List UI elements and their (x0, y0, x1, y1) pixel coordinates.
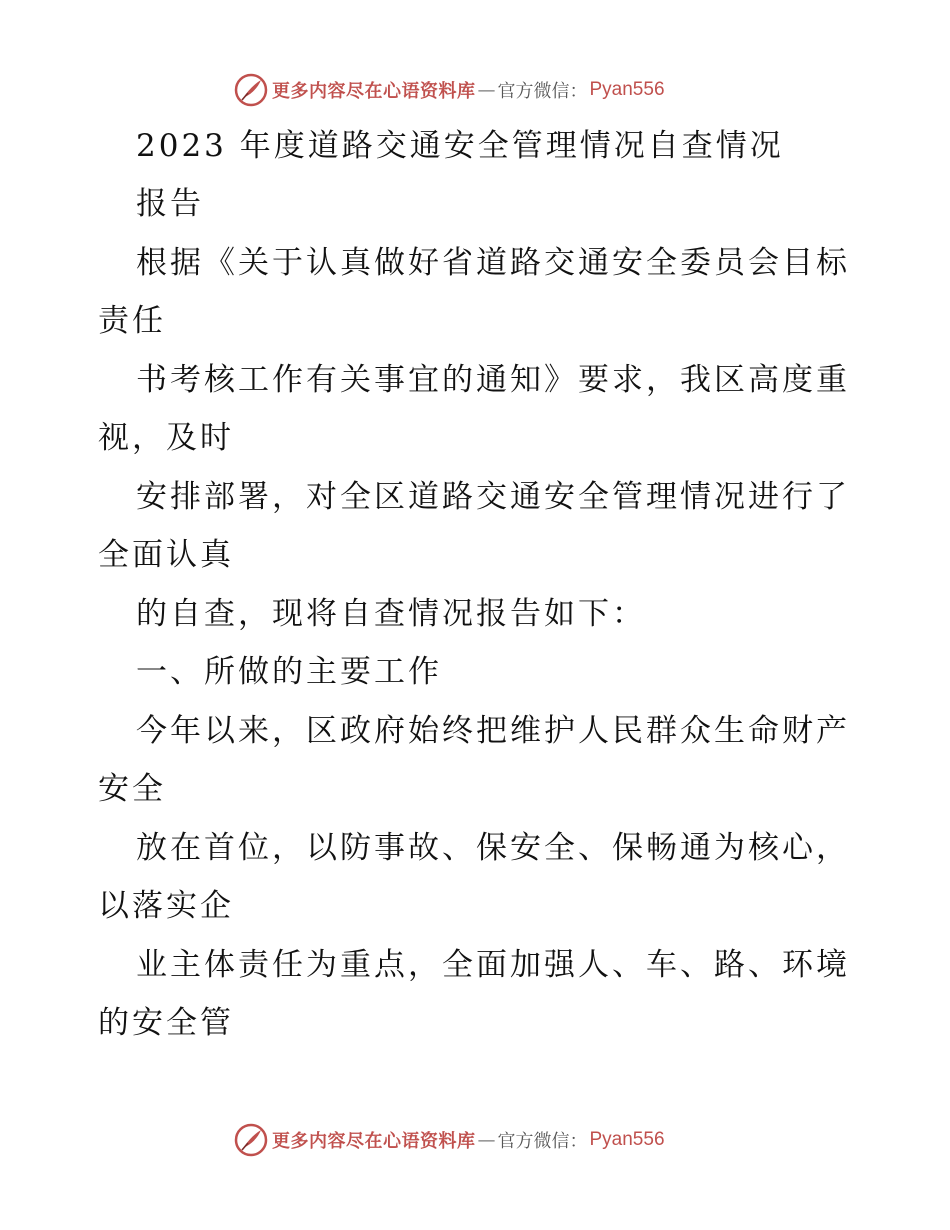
text-line: 全面认真 (98, 537, 234, 573)
quill-logo-icon (234, 73, 268, 107)
watermark-main-text: 更多内容尽在心语资料库 (272, 81, 476, 102)
text-line: 安全 (98, 771, 166, 807)
text-line: 责任 (98, 303, 166, 339)
section-heading: 一、所做的主要工作 (136, 654, 442, 690)
text-line: 安排部署，对全区道路交通安全管理情况进行了 (136, 479, 850, 515)
text-line: 今年以来，区政府始终把维护人民群众生命财产 (136, 713, 850, 749)
footer-watermark (234, 1122, 665, 1158)
document-title-line-1: 2023 年度道路交通安全管理情况自查情况 (136, 128, 784, 164)
text-line: 根据《关于认真做好省道路交通安全委员会目标 (136, 245, 850, 281)
text-line: 放在首位，以防事故、保安全、保畅通为核心， (136, 830, 850, 866)
document-title-line-2: 报告 (136, 186, 204, 222)
text-line: 视，及时 (98, 420, 234, 456)
quill-logo-icon (234, 1123, 268, 1157)
text-line: 业主体责任为重点，全面加强人、车、路、环境 (136, 947, 850, 983)
watermark-id: Pyan556 (589, 1129, 665, 1150)
watermark-main-text: 更多内容尽在心语资料库 (272, 1131, 476, 1152)
watermark-id: Pyan556 (589, 79, 665, 100)
watermark-separator: — (477, 79, 496, 101)
text-line: 以落实企 (98, 888, 234, 924)
text-line: 的安全管 (98, 1005, 234, 1041)
header-watermark (234, 72, 665, 108)
text-line: 的自查，现将自查情况报告如下： (136, 596, 646, 632)
watermark-suffix: 官方微信： (497, 81, 588, 102)
watermark-suffix: 官方微信： (497, 1131, 588, 1152)
watermark-separator: — (477, 1129, 496, 1151)
text-line: 书考核工作有关事宜的通知》要求，我区高度重 (136, 362, 850, 398)
